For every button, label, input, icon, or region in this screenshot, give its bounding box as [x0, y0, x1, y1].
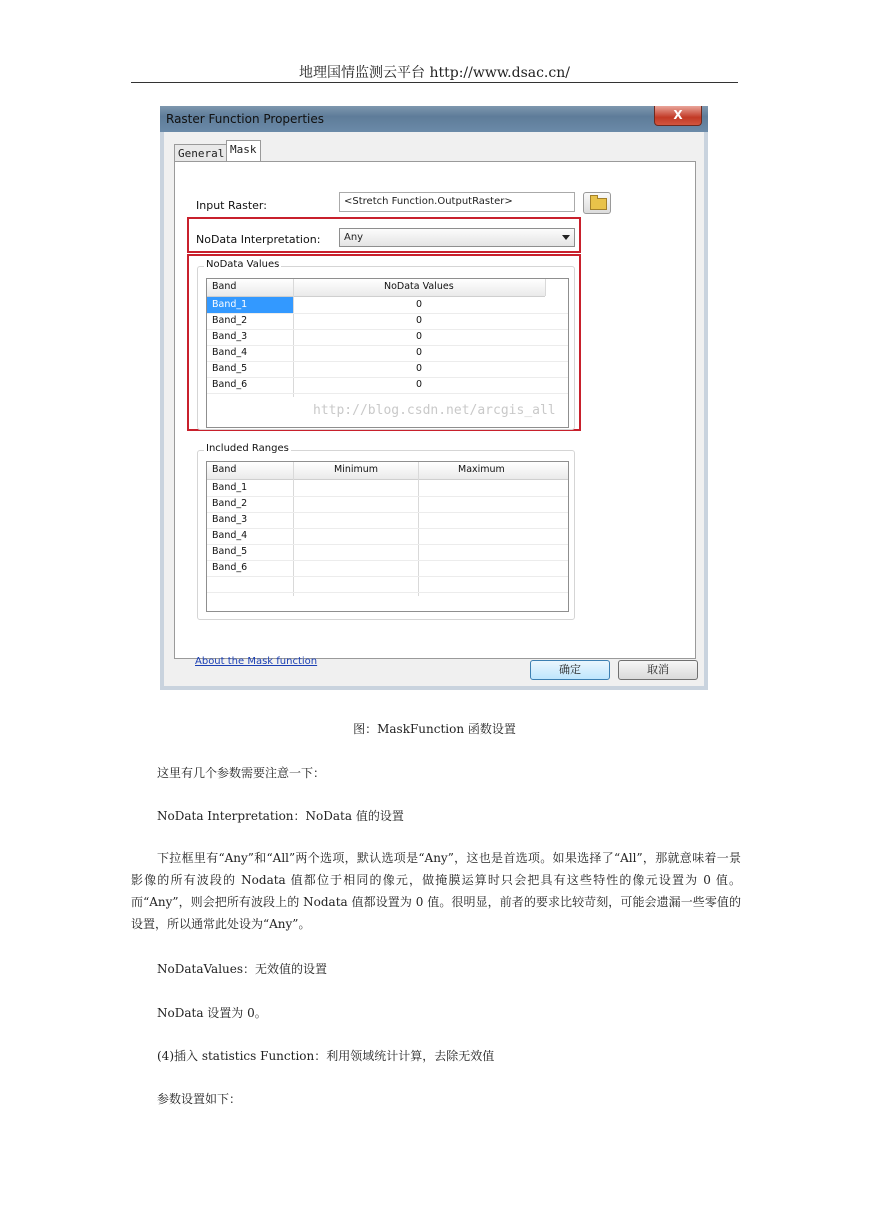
row-divider [207, 512, 568, 513]
table-row-band[interactable]: Band_5 [212, 546, 248, 557]
row-divider [207, 560, 568, 561]
table-row-value[interactable]: 0 [416, 315, 423, 326]
row-divider [207, 544, 568, 545]
mask-panel [174, 161, 696, 667]
row-divider [207, 361, 568, 362]
table-row-band[interactable]: Band_5 [212, 363, 248, 374]
table-row-band[interactable]: Band_3 [212, 514, 248, 525]
tab-mask[interactable]: Mask [226, 140, 261, 163]
nodata-interpretation-value: Any [344, 232, 364, 243]
paragraph: NoDataValues：无效值的设置 [157, 962, 328, 976]
browse-button[interactable] [583, 192, 611, 214]
watermark: http://blog.csdn.net/arcgis_all [313, 403, 556, 418]
paragraph: 参数设置如下： [157, 1092, 242, 1106]
table-row-band[interactable]: Band_1 [212, 299, 248, 310]
nodata-values-grid [206, 278, 569, 428]
column-header-band[interactable]: Band [212, 281, 237, 292]
figure-caption: 图：MaskFunction 函数设置 [353, 722, 516, 736]
paragraph: 这里有几个参数需要注意一下： [157, 766, 326, 780]
included-ranges-group-title: Included Ranges [206, 443, 289, 454]
table-row-band[interactable]: Band_6 [212, 379, 248, 390]
table-row-band[interactable]: Band_3 [212, 331, 248, 342]
dialog-screenshot [160, 106, 708, 690]
ok-button[interactable]: 确定 [530, 660, 610, 680]
row-divider [207, 528, 568, 529]
dialog-titlebar [160, 106, 708, 132]
table-row-band[interactable]: Band_4 [212, 530, 248, 541]
cancel-button[interactable]: 取消 [618, 660, 698, 680]
paragraph: (4)插入 statistics Function：利用领域统计计算，去除无效值 [157, 1049, 495, 1063]
row-divider [207, 329, 568, 330]
table-row-value[interactable]: 0 [416, 363, 423, 374]
tab-general[interactable]: General [174, 144, 228, 162]
column-divider [545, 279, 546, 296]
row-divider [207, 377, 568, 378]
table-row-band[interactable]: Band_1 [212, 482, 248, 493]
input-raster-field[interactable]: <Stretch Function.OutputRaster> [339, 192, 575, 212]
row-divider [207, 313, 568, 314]
row-divider [207, 345, 568, 346]
nodata-values-group-title: NoData Values [206, 259, 280, 270]
table-row-value[interactable]: 0 [416, 347, 423, 358]
header-rule [131, 82, 738, 83]
column-divider [293, 279, 294, 397]
page-header: 地理国情监测云平台 http://www.dsac.cn/ [299, 65, 570, 81]
table-row-value[interactable]: 0 [416, 299, 423, 310]
table-row-band[interactable]: Band_2 [212, 498, 248, 509]
row-divider [207, 592, 568, 593]
paragraph: NoData 设置为 0。 [157, 1006, 267, 1020]
close-icon[interactable]: X [654, 106, 702, 126]
paragraph: NoData Interpretation：NoData 值的设置 [157, 809, 404, 823]
about-mask-link[interactable]: About the Mask function [195, 656, 318, 667]
dialog-title: Raster Function Properties [166, 112, 325, 126]
included-ranges-grid [206, 461, 569, 612]
row-divider [207, 496, 568, 497]
row-divider [207, 393, 568, 394]
table-row-value[interactable]: 0 [416, 331, 423, 342]
folder-icon [590, 198, 607, 210]
column-header-band[interactable]: Band [212, 464, 237, 475]
nodata-interpretation-label: NoData Interpretation: [196, 233, 321, 246]
table-row-band[interactable]: Band_2 [212, 315, 248, 326]
paragraph: 下拉框里有“Any”和“All”两个选项，默认选项是“Any”，这也是首选项。如果选择了“All”，那就意味着一景影像的所有波段的 Nodata 值都位于相同的像元，做掩膜运算时只会把具有这些特性的像元设置为 0 值。而“Any”，则会把所有波段上的 Nodata 值都设置为 0 值。很明显，前者的要求比较苛刻，可能会遗漏一些零值的设置，所以通常此处设为“Any”。 [131, 851, 741, 931]
ranges-grid-header [207, 462, 568, 480]
row-divider [207, 576, 568, 577]
input-raster-label: Input Raster: [196, 199, 267, 212]
column-header-maximum[interactable]: Maximum [458, 464, 505, 475]
table-row-value[interactable]: 0 [416, 379, 423, 390]
chevron-down-icon [562, 235, 570, 240]
table-row-band[interactable]: Band_6 [212, 562, 248, 573]
nodata-interpretation-select[interactable] [339, 228, 575, 247]
dialog-body [164, 132, 704, 686]
column-header-nodata-values[interactable]: NoData Values [384, 281, 454, 292]
column-header-minimum[interactable]: Minimum [334, 464, 379, 475]
nodata-grid-header [207, 279, 545, 297]
table-row-band[interactable]: Band_4 [212, 347, 248, 358]
